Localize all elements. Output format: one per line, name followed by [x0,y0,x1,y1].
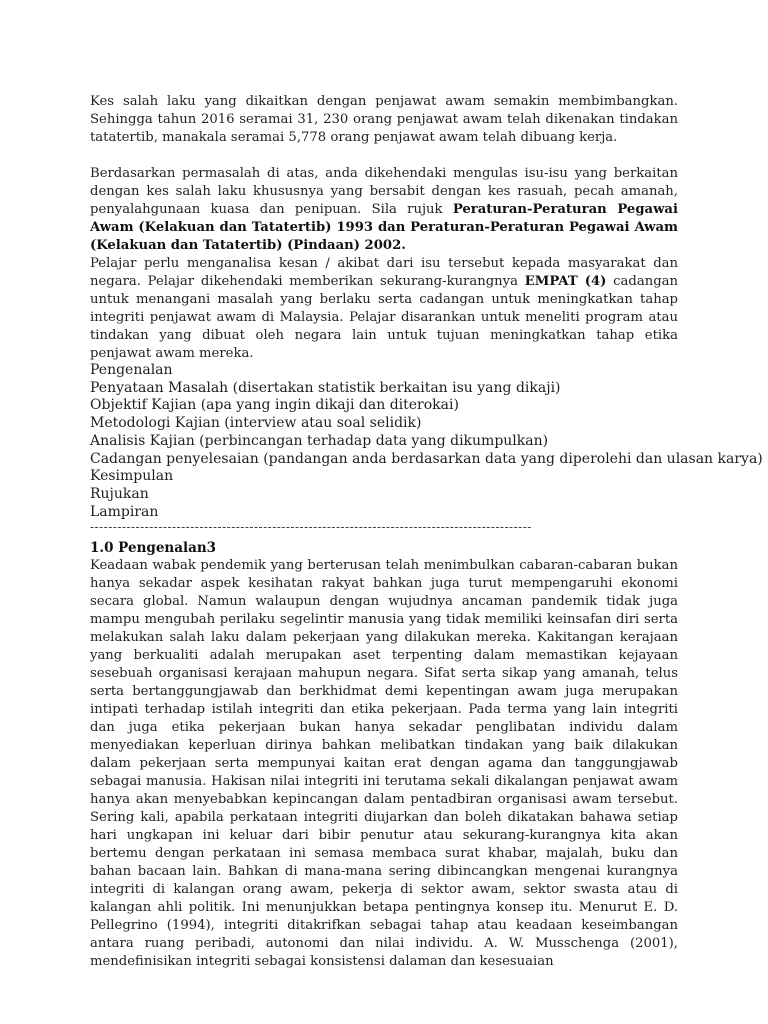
outline-item: Lampiran [90,503,159,520]
dashed-divider: ------------------------------------------------------------------------------------------------- [90,520,532,534]
section-heading: 1.0 Pengenalan3 [90,540,217,556]
outline-item: Objektif Kajian (apa yang ingin dikaji dan diterokai) [90,397,459,414]
section-body: Keadaan wabak pendemik yang berterusan telah menimbulkan cabaran-cabaran bukan hanya sekadar aspek kesihatan rakyat bahkan juga turut mempengaruhi ekonomi secara global. Namun walaupun dengan wujudnya ancaman pandemik tidak juga mampu mengubah perilaku segelintir manusia yang tidak memiliki keinsafan diri serta melakukan salah laku dalam pekerjaan yang dilakukan mereka. Kakitangan kerajaan yang berkualiti adalah merupakan aset terpenting dalam memastikan kejayaan sesebuah organisasi kerajaan mahupun negara. Sifat serta sikap yang amanah, telus serta bertanggungjawab dan berkhidmat demi kepentingan awam juga merupakan intipati terhadap istilah integriti dan etika pekerjaan. Pada terma yang lain integriti dan juga etika pekerjaan bukan hanya sekadar penglibatan individu dalam menyediakan keperluan dirinya bahkan melibatkan tindakan yang baik dilakukan dalam pekerjaan serta mempunyai kaitan erat dengan agama dan tanggungjawab sebagai manusia. Hakisan nilai integriti ini terutama sekali dikalangan penjawat awam hanya akan menyebabkan kepincangan dalam pentadbiran organisasi awam tersebut. Sering kali, apabila perkataan integriti diujarkan dan boleh dikatakan bahawa setiap hari ungkapan ini keluar dari bibir penutur atau sekurang-kurangnya kita akan bertemu dengan perkataan ini semasa membaca surat khabar, majalah, buku dan bahan bacaan lain. Bahkan di mana-mana sering dibincangkan mengenai kurangnya integriti di kalangan orang awam, pekerja di sektor awam, sektor swasta atau di kalangan ahli politik. Ini menunjukkan betapa pentingnya konsep itu. Menurut E. D. Pellegrino (1994), integriti ditakrifkan sebagai tahap atau keadaan keseimbangan antara ruang peribadi, autonomi dan nilai individu. A. W. Musschenga (2001), mendefinisikan integriti sebagai konsistensi dalaman dan kesesuaian [90,558,678,969]
intro-paragraph: Kes salah laku yang dikaitkan dengan penjawat awam semakin membimbangkan. Sehingga tahun 2016 seramai 31, 230 orang penjawat awam telah dikenakan tindakan tatatertib, manakala seramai 5,778 orang penjawat awam telah dibuang kerja. [90,94,678,145]
empat-emphasis: EMPAT (4) [524,274,607,289]
report-outline [90,362,763,521]
regulation-reference: Peraturan-Peraturan Pegawai Awam (Kelakuan dan Tatatertib) 1993 dan Peraturan-Peraturan Pegawai Awam (Kelakuan dan Tatatertib) (Pindaan) 2002. [90,202,678,253]
analysis-text-end: cadangan untuk menangani masalah yang berlaku serta cadangan untuk meningkatkan tahap integriti penjawat awam di Malaysia. Pelajar disarankan untuk meneliti program atau tindakan yang dibuat oleh negara lain untuk tujuan meningkatkan tahap etika penjawat awam mereka. [90,274,678,361]
outline-item: Metodologi Kajian (interview atau soal selidik) [90,415,422,432]
task-text: Berdasarkan permasalah di atas, anda dikehendaki mengulas isu-isu yang berkaitan dengan kes salah laku khususnya yang bersabit dengan kes rasuah, pecah amanah, penyalahgunaan kuasa dan penipuan. Sila rujuk [90,166,678,217]
outline-item: Kesimpulan [90,468,174,485]
task-paragraph [90,165,678,255]
outline-item: Penyataan Masalah (disertakan statistik berkaitan isu yang dikaji) [90,379,561,396]
analysis-text-start: Pelajar perlu menganalisa kesan / akibat dari isu tersebut kepada masyarakat dan negara. Pelajar dikehendaki memberikan sekurang-kurangnya [90,256,678,289]
outline-item: Pengenalan [90,362,173,378]
outline-item: Cadangan penyelesaian (pandangan anda berdasarkan data yang diperolehi dan ulasan karya) [90,450,763,467]
outline-item: Rujukan [90,485,149,502]
outline-item: Analisis Kajian (perbincangan terhadap data yang dikumpulkan) [90,432,549,449]
analysis-paragraph [90,255,678,363]
